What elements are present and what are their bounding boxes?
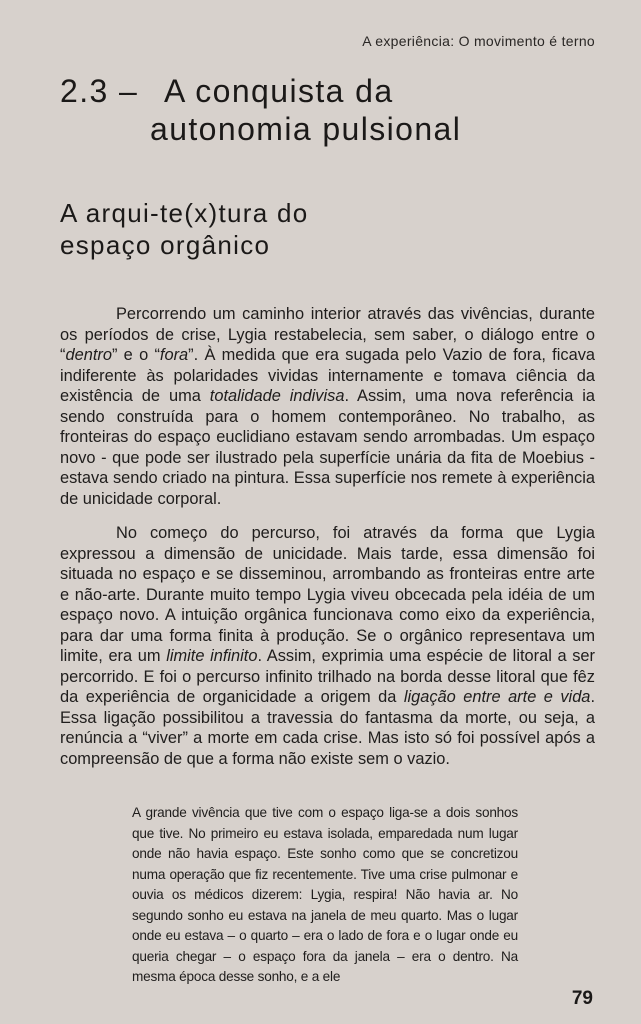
chapter-title-line2: autonomia pulsional bbox=[150, 111, 462, 147]
text-span: No começo do percurso, foi através da forma que Lygia expressou a dimensão de unicidade. Mais tarde, essa dimensão foi situada no espaço e se disseminou, arrombando as fronteiras entre arte e não-arte. Durante muito tempo Lygia viveu obcecada pela idéia de um espaço novo. A intuição orgânica funcionava como eixo da experiência, para dar uma forma finita à produção. Se o orgânico representava um limite, era um bbox=[60, 524, 595, 665]
text-span: . Assim, uma nova referência ia sendo construída para o homem contemporâneo. No trabalho, as fronteiras do espaço euclidiano estavam sendo arrombadas. Um espaço novo - que pode ser ilustrado pela superfície unária da fita de Moebius - estava sendo criado na pintura. Essa superfície nos remete à experiência de unicidade corporal. bbox=[60, 387, 595, 508]
text-span: Percorrendo um caminho interior através das vivências, durante os períodos de crise, Lygia restabelecia, sem saber, o diálogo entre o “ bbox=[60, 305, 595, 364]
italic-text: limite infinito bbox=[166, 647, 258, 665]
text-span: . Assim, exprimia uma espécie de litoral a ser percorrido. E foi o percurso infinito trilhado na borda desse litoral que fêz da experiência de organicidade a origem da bbox=[60, 647, 596, 706]
paragraph-2 bbox=[60, 523, 595, 769]
chapter-title-text1: A conquista da bbox=[164, 73, 394, 109]
text-span: . Essa ligação possibilitou a travessia do fantasma da morte, ou seja, a renúncia a “viver” a morte em cada crise. Mas isto só foi possível após a compreensão de que a forma não existe sem o vazio. bbox=[60, 688, 595, 768]
section-title-line2: espaço orgânico bbox=[60, 230, 271, 260]
block-quote bbox=[132, 803, 518, 988]
chapter-title-line1 bbox=[60, 72, 580, 110]
italic-text: dentro bbox=[65, 346, 112, 364]
italic-text: totalidade indivisa bbox=[209, 387, 345, 405]
chapter-number: 2.3 – bbox=[60, 73, 139, 109]
body-text bbox=[60, 304, 595, 769]
italic-text: fora bbox=[159, 346, 189, 364]
text-span: ”. À medida que era sugada pelo Vazio de fora, ficava indiferente às polaridades vividas internamente e tomava ciência da existência de uma bbox=[60, 346, 596, 405]
running-head: A experiência: O movimento é terno bbox=[362, 33, 595, 49]
page-number: 79 bbox=[571, 988, 593, 1009]
section-title-line1: A arqui-te(x)tura do bbox=[60, 198, 309, 228]
text-span: ” e o “ bbox=[111, 346, 160, 364]
quote-text: A grande vivência que tive com o espaço liga-se a dois sonhos que tive. No primeiro eu estava isolada, emparedada num lugar onde não havia espaço. Este sonho como que se concretizou numa operação que fiz recentemente. Tive uma crise pulmonar e ouvia os médicos dizerem: Lygia, respira! Não havia ar. No segundo sonho eu estava na janela de meu quarto. Mas o lugar onde eu estava – o quarto – era o lado de fora e o lugar onde eu queria chegar – o espaço fora da janela – era o dentro. Na mesma época desse sonho, e a ele bbox=[132, 805, 518, 984]
paragraph-1 bbox=[60, 304, 595, 509]
italic-text: ligação entre arte e vida bbox=[403, 688, 591, 706]
section-title bbox=[60, 197, 510, 261]
chapter-title bbox=[60, 72, 580, 148]
